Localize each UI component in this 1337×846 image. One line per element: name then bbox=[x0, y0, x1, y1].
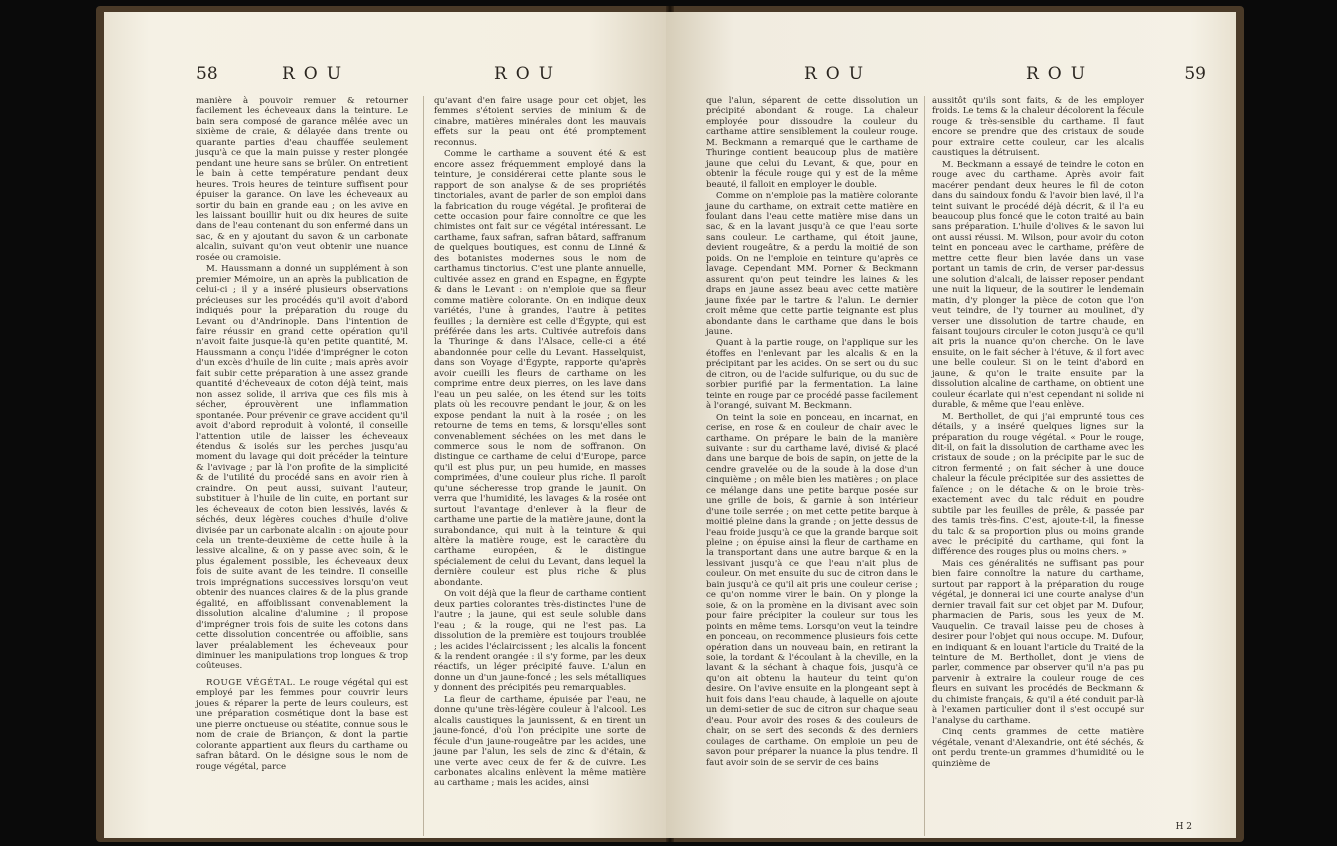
signature-mark: H 2 bbox=[1175, 822, 1192, 832]
right-page-header bbox=[666, 64, 1236, 90]
text-column-left bbox=[196, 96, 408, 773]
paragraph: M. Haussmann a donné un supplément à son premier Mémoire, un an après la publication de celui-ci ; il y a inséré plusieurs observations précieuses sur les procédés qu'il avoit d'abord indiqués pour la préparation du rouge du Levant ou d'Andrinople. Dans l'intention de faire réussir en grand cette opération qu'il n'avoit faite jusque-là qu'en petite quantité, M. Haussmann a conçu l'idée d'imprégner le coton d'un excès d'huile de lin cuite ; mais après avoir fait subir cette préparation à une assez grande quantité d'écheveaux de coton déjà teint, mais non assez solide, il arriva que ces fils mis à sécher, éprouvèrent une inflammation spontanée. Pour prévenir ce grave accident qu'il avoit d'abord reproduit à volonté, il conseille l'attention utile de laisser les écheveaux étendus & isolés sur les perches jusqu'au moment du lavage qui doit précéder la teinture & l'avivage ; par là l'on profite de la simplicité & de l'utilité du procédé sans en avoir rien à craindre. On peut aussi, suivant l'auteur, substituer à l'huile de lin cuite, en portant sur les écheveaux de coton bien lessivés, lavés & séchés, deux légères couches d'huile d'olive divisée par un carbonate alcalin : on ajoute pour cela un trente-deuxième de cette huile à la lessive alcaline, & on y passe avec soin, & le plus également possible, les écheveaux deux fois de suite avant de les teindre. Il conseille trois imprégnations successives lorsqu'on veut obtenir des nuances claires & de la plus grande égalité, en affoiblissant convenablement la dissolution alcaline d'alumine ; il propose d'imprégner trois fois de suite les cotons dans cette dissolution concentrée ou affoiblie, sans laver préalablement les écheveaux pour diminuer les manipulations trop longues & trop coûteuses. bbox=[196, 264, 408, 672]
running-head: ROU bbox=[494, 64, 563, 84]
entry-paragraph bbox=[196, 678, 408, 772]
entry-text: Le rouge végétal qui est employé par les femmes pour couvrir leurs joues & réparer la perte de leurs couleurs, est une préparation cosmétique dont la base est une pierre onctueuse ou stéatite, connue sous le nom de craie de Briançon, & dont la partie colorante appartient aux fleurs du carthame ou safran bâtard. On le désigne sous le nom de rouge végétal, parce bbox=[196, 677, 408, 772]
running-head: ROU bbox=[282, 64, 351, 84]
paragraph: M. Berthollet, de qui j'ai emprunté tous ces détails, y a inséré quelques lignes sur la préparation du rouge végétal. « Pour le rouge, dit-il, on fait la dissolution de carthame avec les cristaux de soude ; on la précipite par le suc de citron fermenté ; on fait sécher à une douce chaleur la fécule précipitée sur des assiettes de faïence ; on le détache & on le broie très-exactement avec du talc réduit en poudre subtile par les feuilles de prêle, & passée par des tamis très-fins. C'est, ajoute-t-il, la finesse du talc & sa proportion plus ou moins grande avec le précipité du carthame, qui font la différence des rouges plus ou moins chers. » bbox=[932, 411, 1144, 558]
paragraph: manière à pouvoir remuer & retourner facilement les écheveaux dans la teinture. Le bain sera composé de garance mêlée avec un sixième de craie, & délayée dans trente ou quarante parties d'eau chauffée seulement jusqu'à ce que la main puisse y rester plongée pendant une heure sans se brûler. On entretient le bain à cette température pendant deux heures. Trois heures de teinture suffisent pour épuiser la garance. On lave les écheveaux au sortir du bain en grande eau ; on les avive en les laissant bouillir huit ou dix heures de suite dans de l'eau contenant du son enfermé dans un sac, & en y ajoutant du savon & un carbonate alcalin, suivant qu'on veut obtenir une nuance rosée ou cramoisie. bbox=[196, 96, 408, 263]
left-page-header bbox=[104, 64, 674, 90]
page-number: 58 bbox=[196, 64, 218, 84]
paragraph: que l'alun, séparent de cette dissolution un précipité abondant & rouge. La chaleur employée pour dissoudre la couleur du carthame attire sensiblement la couleur rouge. M. Beckmann a remarqué que le carthame de Thuringe contient beaucoup plus de matière jaune que celui du Levant, & que, pour en obtenir la fécule rouge qui y est de la même beauté, il falloit en employer le double. bbox=[706, 96, 918, 190]
paragraph: La fleur de carthame, épuisée par l'eau, ne donne qu'une très-légère couleur à l'alcool. Les alcalis caustiques la jaunissent, & en tirent un jaune-foncé, d'où l'on précipite une sorte de fécule d'un jaune-rougeâtre par les acides, une jaune par l'alun, les sels de zinc & d'étain, & une verte avec ceux de fer & de cuivre. Les carbonates alcalins enlèvent la même matière au carthame ; mais les acides, ainsi bbox=[434, 694, 646, 789]
column-rule bbox=[423, 96, 424, 836]
paragraph: On voit déjà que la fleur de carthame contient deux parties colorantes très-distinctes l'une de l'autre ; la jaune, qui est seule soluble dans l'eau ; & la rouge, qui ne l'est pas. La dissolution de la première est toujours troublée ; les acides l'éclaircissent ; les alcalis la foncent & la rendent orangée : il s'y forme, par les deux réactifs, un léger précipité fauve. L'alun en donne un d'un jaune-foncé ; les sels métalliques y donnent des précipités peu remarquables. bbox=[434, 589, 646, 694]
paragraph: Comme on n'emploie pas la matière colorante jaune du carthame, on extrait cette matière en foulant dans l'eau cette matière mise dans un sac, & en la lavant jusqu'à ce que l'eau sorte sans couleur. Le carthame, qui étoit jaune, devient rougeâtre, & a perdu la moitié de son poids. On ne l'emploie en teinture qu'après ce lavage. Cependant MM. Porner & Beckmann assurent qu'on peut teindre les laines & les draps en jaune assez beau avec cette matière jaune fixée par le tartre & l'alun. Le dernier croit même que cette partie teignante est plus abondante dans le carthame que dans le bois jaune. bbox=[706, 191, 918, 337]
right-page bbox=[666, 12, 1236, 838]
running-head: ROU bbox=[1026, 64, 1095, 84]
paragraph: M. Beckmann a essayé de teindre le coton en rouge avec du carthame. Après avoir fait macérer pendant deux heures le fil de coton dans du saindoux fondu & l'avoir bien lavé, il l'a teint suivant le procédé déjà décrit, & il l'a eu beaucoup plus foncé que le coton traité au bain sans préparation. L'huile d'olives & le savon lui ont aussi réussi. M. Wilson, pour avoir du coton teint en ponceau avec le carthame, préfère de mettre cette fleur bien lavée dans un vase portant un tamis de crin, de verser par-dessus une solution d'alcali, de laisser reposer pendant une nuit la liqueur, de la soutirer le lendemain matin, d'y plonger la pièce de coton que l'on veut teindre, de l'y tourner au moulinet, d'y verser une dissolution de tartre chaude, en faisant toujours circuler le coton jusqu'à ce qu'il ait pris la nuance qu'on cherche. On le lave ensuite, on le fait sécher à l'étuve, & il fort avec une belle couleur. Si on le teint d'abord en jaune, & qu'on le traite ensuite par la dissolution alcaline de carthame, on obtient une couleur écarlate qui n'est cependant ni solide ni durable, & même que l'eau enlève. bbox=[932, 159, 1144, 411]
page-number: 59 bbox=[1184, 64, 1206, 84]
paragraph: On teint la soie en ponceau, en incarnat, en cerise, en rose & en couleur de chair avec le carthame. On prépare le bain de la manière suivante : sur du carthame lavé, divisé & placé dans une barque de bois de sapin, on jette de la cendre gravelée ou de la soude à la dose d'un cinquième ; on mêle bien les matières ; on place ce mélange dans une petite barque posée sur une grille de bois, & garnie à son intérieur d'une toile serrée ; on met cette petite barque à moitié pleine dans la grande ; on jette dessus de l'eau froide jusqu'à ce que la grande barque soit pleine ; on épuise ainsi la fleur de carthame en la transportant dans une autre barque & en la lessivant jusqu'à ce que l'eau n'ait plus de couleur. On met ensuite du suc de citron dans le bain jusqu'à ce qu'il ait pris une couleur cerise ; ce qu'on nomme virer le bain. On y plonge la soie, & on la promène en la divisant avec soin pour faire précipiter la couleur sur tous les points en même tems. Lorsqu'on veut la teindre en ponceau, on recommence plusieurs fois cette opération dans un nouveau bain, en retirant la soie, la tordant & l'écoulant à la cheville, en la lavant & la séchant à chaque fois, jusqu'à ce qu'on ait obtenu la hauteur du teint qu'on desire. On l'avive ensuite en la plongeant sept à huit fois dans l'eau chaude, à laquelle on ajoute un demi-setier de suc de citron sur chaque seau d'eau. Pour avoir des roses & des couleurs de chair, on se sert des seconds & des derniers coulages de carthame. On emploie un peu de savon pour préparer la nuance la plus tendre. Il faut avoir soin de se servir de ces bains bbox=[706, 412, 918, 768]
open-book bbox=[96, 6, 1244, 842]
text-column-right bbox=[434, 96, 646, 790]
paragraph: Comme le carthame a souvent été & est encore assez fréquemment employé dans la teinture, je considérerai cette plante sous le rapport de son analyse & de ses propriétés tinctoriales, avant de parler de son emploi dans la fabrication du rouge végétal. Je profiterai de cette occasion pour faire connoître ce que les chimistes ont fait sur ce végétal intéressant. Le carthame, faux safran, safran bâtard, saffranum de quelques boutiques, est connu de Linné & des botanistes modernes sous le nom de carthamus tinctorius. C'est une plante annuelle, cultivée assez en grand en Espagne, en Égypte & dans le Levant : on n'emploie que sa fleur comme matière colorante. On en indique deux variétés, l'une à grandes, l'autre à petites feuilles ; la dernière est celle d'Égypte, qui est préférée dans les arts. Cultivée autrefois dans la Thuringe & dans l'Alsace, celle-ci a été abandonnée pour celle du Levant. Hasselquist, dans son Voyage d'Égypte, rapporte qu'après avoir cueilli les fleurs de carthame on les comprime entre deux pierres, on les lave dans l'eau un peu salée, on les étend sur les toits plats où les recouvre pendant le jour, & on les expose pendant la nuit à la rosée ; on les retourne de tems en tems, & lorsqu'elles sont convenablement séchées on les met dans le commerce sous le nom de soffranon. On distingue ce carthame de celui d'Europe, parce qu'il est plus pur, un peu humide, en masses comprimées, d'une couleur plus riche. Il paroît qu'une sécheresse trop grande le jaunit. On verra que l'humidité, les lavages & la rosée ont surtout l'avantage d'enlever à la fleur de carthame une partie de la matière jaune, dont la surabondance, qui nuit à la teinture & qui altère la matière rouge, est le caractère du carthame européen, & le distingue spécialement de celui du Levant, dans lequel la dernière couleur est plus riche & plus abondante. bbox=[434, 149, 646, 588]
text-column-left bbox=[706, 96, 918, 769]
paragraph: Mais ces généralités ne suffisant pas pour bien faire connoître la nature du carthame, surtout par rapport à la préparation du rouge végétal, je donnerai ici une courte analyse d'un dernier travail fait sur cet objet par M. Dufour, pharmacien de Paris, sous les yeux de M. Vauquelin. Ce travail laisse peu de choses à desirer pour l'objet qui nous occupe. M. Dufour, en indiquant & en louant l'article du Traité de la teinture de M. Berthollet, dont je viens de parler, commence par observer qu'il n'a pas pu parvenir à extraire la couleur rouge de ces fleurs en suivant les procédés de Beckmann & du chimiste français, & qu'il a été conduit par-là à l'examen particulier dont il s'est occupé sur l'analyse du carthame. bbox=[932, 558, 1144, 726]
column-rule bbox=[924, 96, 925, 836]
text-column-right bbox=[932, 96, 1144, 770]
paragraph: qu'avant d'en faire usage pour cet objet, les femmes s'étoient servies de minium & de cinabre, matières minérales dont les mauvais effets sur la peau ont été promptement reconnus. bbox=[434, 96, 646, 148]
left-page bbox=[104, 12, 674, 838]
running-head: ROU bbox=[804, 64, 873, 84]
paragraph: aussitôt qu'ils sont faits, & de les employer froids. Le tems & la chaleur décolorent la fécule rouge & très-sensible du carthame. Il faut encore se prendre que des cristaux de soude pour extraire cette couleur, car les alcalis caustiques la détruisent. bbox=[932, 96, 1144, 159]
paragraph: Quant à la partie rouge, on l'applique sur les étoffes en l'enlevant par les alcalis & en la précipitant par les acides. On se sert ou du suc de citron, ou de l'acide sulfurique, ou du suc de sorbier purifié par la fermentation. La laine teinte en rouge par ce procédé passe facilement à l'orangé, suivant M. Beckmann. bbox=[706, 338, 918, 412]
entry-title: ROUGE VÉGÉTAL. bbox=[206, 677, 296, 688]
paragraph: Cinq cents grammes de cette matière végétale, venant d'Alexandrie, ont été séchés, & ont perdu trente-un grammes d'humidité ou le quinzième de bbox=[932, 727, 1144, 769]
